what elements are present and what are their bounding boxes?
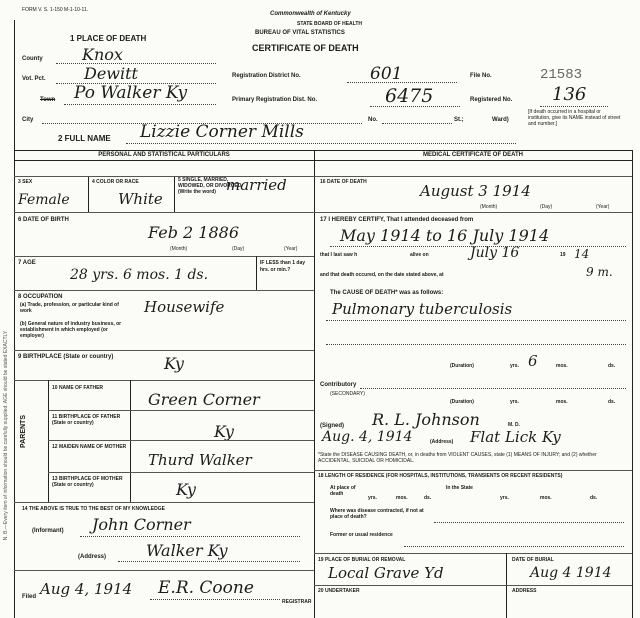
hospital-note: [If death occurred in a hospital or institution, give its NAME instead of street and number.] xyxy=(528,109,621,127)
marital-value: married xyxy=(226,176,287,194)
burial-date-label: DATE OF BURIAL xyxy=(512,557,554,563)
alive-on: alive on xyxy=(410,252,429,258)
mother-bp-label: 13 BIRTHPLACE OF MOTHER (State or country) xyxy=(52,476,123,488)
medical-section-title: MEDICAL CERTIFICATE OF DEATH xyxy=(423,152,523,158)
age-value: 28 yrs. 6 mos. 1 ds. xyxy=(70,267,209,283)
filed-label: Filed xyxy=(22,594,37,600)
personal-section-title: PERSONAL AND STATISTICAL PARTICULARS xyxy=(98,152,230,158)
rule-section-headers xyxy=(14,160,632,161)
informant-address-label: (Address) xyxy=(78,554,107,560)
st-label: St.; xyxy=(454,117,464,123)
duration2-ds: ds. xyxy=(608,399,616,405)
signed-date: Aug. 4, 1914 xyxy=(322,429,413,445)
frame-left xyxy=(14,20,15,618)
duration-yrs: yrs. xyxy=(510,363,519,369)
burial-label: 19 PLACE OF BURIAL OR REMOVAL xyxy=(318,557,406,563)
duration2-yrs: yrs. xyxy=(510,399,519,405)
county-label: County xyxy=(22,56,43,62)
at-place-mos: mos. xyxy=(396,495,408,501)
father-bp-label: 11 BIRTHPLACE OF FATHER (State or country) xyxy=(52,414,121,426)
vot-pct-value: Dewitt xyxy=(84,64,138,83)
dob-day: (Day) xyxy=(232,246,245,252)
mother-label: 12 MAIDEN NAME OF MOTHER xyxy=(52,444,127,450)
marital-label: 5 SINGLE, MARRIED, WIDOWED, OR DIVORCED (Write the word) xyxy=(178,177,242,195)
side-note: N. B.—Every item of information should be carefully supplied. AGE should be stated EXACTLY. xyxy=(3,330,9,541)
primary-reg-label: Primary Registration Dist. No. xyxy=(232,97,318,103)
last-saw-suffix: 19 xyxy=(560,252,566,258)
hereby-certify: 17 I HEREBY CERTIFY, That I attended deceased from xyxy=(320,217,474,223)
cause-footnote: *State the DISEASE CAUSING DEATH, or, in deaths from VIOLENT CAUSES, state (1) MEANS OF INJURY; and (2) whether ACCIDENTAL, SUICIDAL OR HOMICIDAL. xyxy=(318,452,597,465)
duration-label: (Duration) xyxy=(450,363,474,369)
duration-value: 6 xyxy=(528,352,538,370)
med-address-label: (Address) xyxy=(430,439,454,445)
vot-pct-label: Vot. Pct. xyxy=(22,76,46,82)
duration2-label: (Duration) xyxy=(450,399,474,405)
sex-label: 3 SEX xyxy=(18,179,33,185)
file-no-value: 21583 xyxy=(540,67,583,83)
birthplace-value: Ky xyxy=(164,354,184,373)
last-saw-prefix: that I last saw h xyxy=(320,252,358,258)
primary-reg-value: 6475 xyxy=(385,85,434,107)
city-label: City xyxy=(22,117,34,123)
father-label: 10 NAME OF FATHER xyxy=(52,385,104,391)
in-state-yrs: yrs. xyxy=(500,495,509,501)
occupation-a: (a) Trade, profession, or particular kind of work xyxy=(20,302,119,314)
column-divider xyxy=(314,150,315,618)
file-no-label: File No. xyxy=(470,73,492,79)
residence-label: 18 LENGTH OF RESIDENCE (FOR HOSPITALS, INSTITUTIONS, TRANSIENTS OR RECENT RESIDENTS) xyxy=(318,473,563,479)
occupation-value: Housewife xyxy=(144,298,225,316)
no-label: No. xyxy=(368,117,378,123)
undertaker-address-label: ADDRESS xyxy=(512,588,537,594)
duration-mos: mos. xyxy=(556,363,568,369)
county-value: Knox xyxy=(82,45,123,64)
certificate-title: CERTIFICATE OF DEATH xyxy=(252,43,359,53)
color-label: 4 COLOR OR RACE xyxy=(92,179,139,185)
birthplace-label: 9 BIRTHPLACE (State or country) xyxy=(18,354,114,360)
dob-month: (Month) xyxy=(170,246,188,252)
former-residence: Former or usual residence xyxy=(330,532,393,538)
where-contracted: Where was disease contracted, if not at place of death? xyxy=(330,508,424,521)
above-true: 14 THE ABOVE IS TRUE TO THE BEST OF MY KNOWLEDGE xyxy=(22,506,165,512)
mother-bp-value: Ky xyxy=(176,480,196,499)
registrar-signature: E.R. Coone xyxy=(158,578,254,598)
cause-label: The CAUSE OF DEATH* was as follows: xyxy=(330,290,444,296)
occurred-text: and that death occured, on the date stated above, at xyxy=(320,272,444,278)
bureau: BUREAU OF VITAL STATISTICS xyxy=(255,30,345,36)
dod-day: (Day) xyxy=(540,204,553,210)
state-board: STATE BOARD OF HEALTH xyxy=(297,21,362,27)
undertaker-label: 20 UNDERTAKER xyxy=(318,588,360,594)
form-number: FORM V. S. 1-150 M-1-10-11. xyxy=(22,7,89,13)
registered-no-value: 136 xyxy=(552,84,587,105)
med-address-value: Flat Lick Ky xyxy=(470,428,561,446)
in-state-ds: ds. xyxy=(590,495,598,501)
burial-date-value: Aug 4 1914 xyxy=(530,565,612,581)
in-state-label: In the State xyxy=(446,485,473,491)
date-of-death-value: August 3 1914 xyxy=(420,182,531,200)
contributory-label: Contributory xyxy=(320,382,357,388)
at-place-ds: ds. xyxy=(424,495,432,501)
dod-month: (Month) xyxy=(480,204,498,210)
registered-no-label: Registered No. xyxy=(470,97,513,103)
commonwealth: Commonwealth of Kentucky xyxy=(270,11,351,17)
last-saw-year: 14 xyxy=(574,247,590,261)
dod-year: (Year) xyxy=(596,204,610,210)
informant-label: (Informant) xyxy=(32,528,64,534)
frame-right xyxy=(632,150,633,618)
dob-value: Feb 2 1886 xyxy=(148,223,240,242)
rule-top-personal xyxy=(14,150,632,151)
town-value: Po Walker Ky xyxy=(74,83,188,103)
md-label: M. D. xyxy=(508,422,520,428)
registrar-label: REGISTRAR xyxy=(282,599,312,605)
signed-value: R. L. Johnson xyxy=(372,410,480,429)
at-place-label: At place of death xyxy=(330,485,356,497)
date-of-death-label: 16 DATE OF DEATH xyxy=(320,179,367,185)
color-value: White xyxy=(118,190,163,208)
duration-ds: ds. xyxy=(608,363,616,369)
reg-district-value: 601 xyxy=(370,64,403,84)
age-label: 7 AGE xyxy=(18,260,36,266)
father-value: Green Corner xyxy=(148,390,260,409)
occupation-b: (b) General nature of industry business, or establishment in which employed (or employer) xyxy=(20,321,122,339)
secondary-label: (SECONDARY) xyxy=(330,391,365,397)
ward-label: Ward) xyxy=(492,117,509,123)
duration2-mos: mos. xyxy=(556,399,568,405)
attended-value: May 1914 to 16 July 1914 xyxy=(340,226,550,245)
parents-label: PARENTS xyxy=(20,415,27,448)
dob-year: (Year) xyxy=(284,246,298,252)
signed-label: (Signed) xyxy=(320,423,344,429)
occupation-label: 8 OCCUPATION xyxy=(18,294,63,300)
filed-value: Aug 4, 1914 xyxy=(40,580,133,598)
town-label: Town xyxy=(40,97,56,103)
reg-district-label: Registration District No. xyxy=(232,73,301,79)
at-place-yrs: yrs. xyxy=(368,495,377,501)
burial-value: Local Grave Yd xyxy=(328,564,444,582)
place-of-death-title: 1 PLACE OF DEATH xyxy=(70,34,147,43)
full-name-value: Lizzie Corner Mills xyxy=(140,122,304,142)
informant-address-value: Walker Ky xyxy=(146,541,228,560)
informant-value: John Corner xyxy=(92,515,191,534)
father-bp-value: Ky xyxy=(214,422,234,441)
in-state-mos: mos. xyxy=(540,495,552,501)
sex-value: Female xyxy=(18,192,70,208)
age-less-label: IF LESS than 1 day hrs. or min.? xyxy=(260,260,306,273)
cause-value: Pulmonary tuberculosis xyxy=(332,300,513,318)
dob-label: 6 DATE OF BIRTH xyxy=(18,217,69,223)
full-name-label: 2 FULL NAME xyxy=(58,134,111,143)
occurred-time: 9 m. xyxy=(586,265,613,279)
mother-value: Thurd Walker xyxy=(148,451,252,469)
last-saw-value: July 16 xyxy=(470,245,520,261)
